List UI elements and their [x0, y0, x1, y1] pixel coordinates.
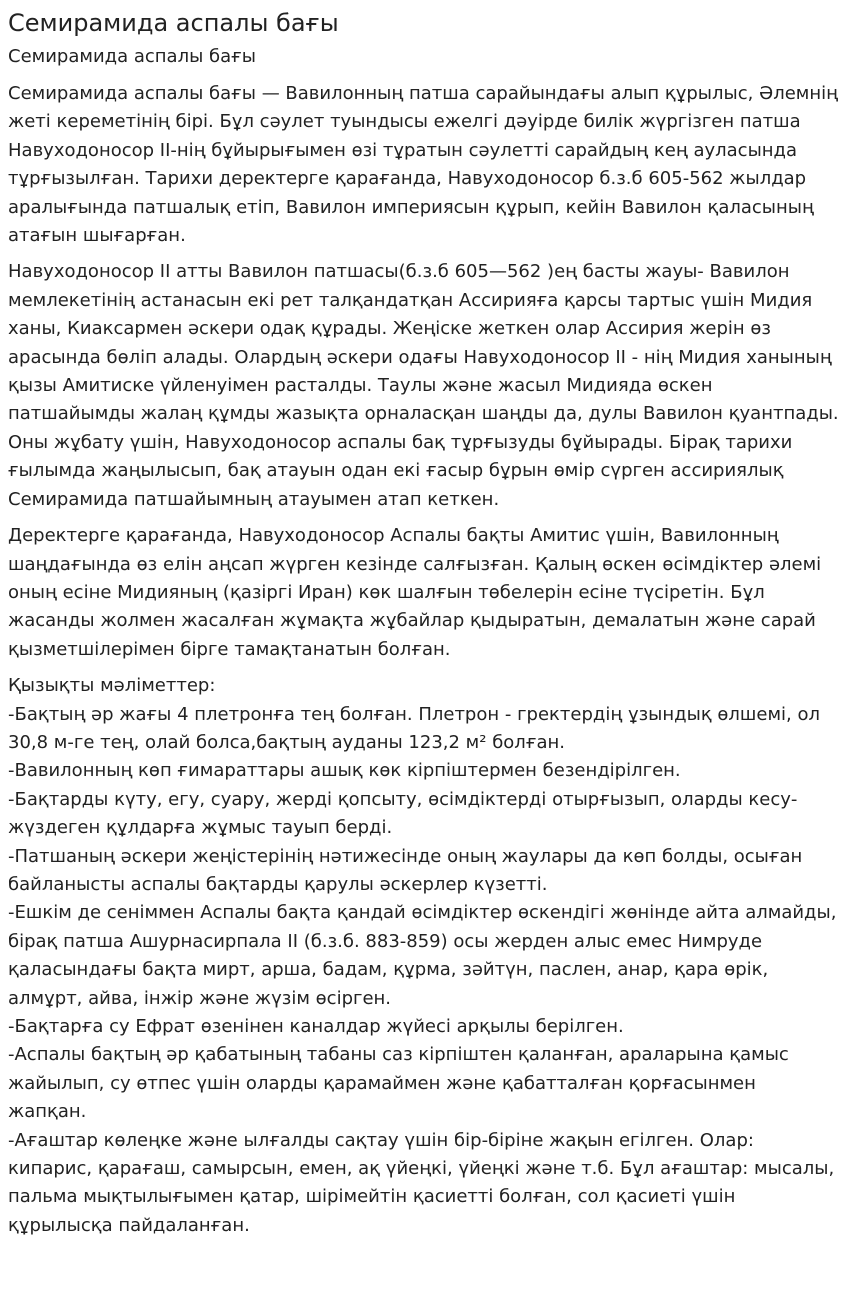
fact-item: -Бақтың әр жағы 4 плетронға тең болған. Плетрон - гректердің ұзындық өлшемі, ол 30,8 м-ге тең, олай болса,бақтың ауданы 123,2 м² болған.	[8, 703, 821, 753]
page-title: Семирамида аспалы бағы	[8, 9, 339, 37]
facts-section	[8, 672, 839, 1240]
fact-item: -Ағаштар көлеңке және ылғалды сақтау үшін бір-біріне жақын егілген. Олар: кипарис, қарағаш, самырсын, емен, ақ үйеңкі, үйеңкі және т.б. Бұл ағаштар: мысалы, пальма мықтылығымен қатар, шірімейтін қасиетті болған, сол қасиеті үшін құрылысқа пайдаланған.	[8, 1129, 835, 1236]
fact-item: -Аспалы бақтың әр қабатының табаны саз кірпіштен қаланған, араларына қамыс жайылып, су өтпес үшін оларды қарамаймен және қабатталған қорғасынмен жапқан.	[8, 1044, 789, 1123]
facts-heading: Қызықты мәліметтер:	[8, 675, 216, 697]
fact-item: -Бақтарды күту, егу, суару, жерді қопсыту, өсімдіктерді отырғызып, оларды кесу-жүздеген құлдарға жұмыс тауып берді.	[8, 788, 798, 839]
paragraph-history: Навуходоносор ІІ атты Вавилон патшасы(б.з.б 605—562 )ең басты жауы- Вавилон мемлекетінің астанасын екі рет талқандатқан Ассирияға қарсы тартыс үшін Мидия ханы, Киаксармен әскери одақ құрады. Жеңіске жеткен олар Ассирия жерін өз арасында бөліп алады. Олардың әскери одағы Навуходоносор ІІ - нің Мидия ханының қызы Амитиске үйленуімен расталды. Таулы және жасыл Мидияда өскен патшайымды жалаң құмды жазықта орналасқан шаңды да, дулы Вавилон қуантпады. Оны жұбату үшін, Навуходоносор аспалы бақ тұрғызуды бұйырады. Бірақ тарихи ғылымда жаңылысып, бақ атауын одан екі ғасыр бұрын өмір сүрген ассириялық Семирамида патшайымның атауымен атап кеткен.	[8, 261, 839, 510]
article-subtitle: Семирамида аспалы бағы	[8, 46, 256, 67]
fact-item: -Патшаның әскери жеңістерінің нәтижесінде оның жаулары да көп болды, осыған байланысты аспалы бақтарды қарулы әскерлер күзетті.	[8, 845, 803, 895]
paragraph-amitis: Деректерге қарағанда, Навуходоносор Аспалы бақты Амитис үшін, Вавилонның шаңдағында өз елін аңсап жүрген кезінде салғызған. Қалың өскен өсімдіктер әлемі оның есіне Мидияның (қазіргі Иран) көк шалғын төбелерін есіне түсіретін. Бұл жасанды жолмен жасалған жұмақта жұбайлар қыдыратын, демалатын және сарай қызметшілерімен бірге тамақтанатын болған.	[8, 525, 822, 660]
paragraph-intro: Семирамида аспалы бағы — Вавилонның патша сарайындағы алып құрылыс, Әлемнің жеті кереметінің бірі. Бұл сәулет туындысы ежелгі дәуірде билік жүргізген патша Навуходоносор ІІ-нің бұйырығымен өзі тұратын сәулетті сарайдың кең ауласында тұрғызылған. Тарихи деректерге қарағанда, Навуходоносор б.з.б 605-562 жылдар аралығында патшалық етіп, Вавилон империясын құрып, кейін Вавилон қаласының атағын шығарған.	[8, 83, 839, 247]
fact-item: -Вавилонның көп ғимараттары ашық көк кірпіштермен безендірілген.	[8, 760, 681, 782]
fact-item: -Ешкім де сеніммен Аспалы бақта қандай өсімдіктер өскендігі жөнінде айта алмайды, бірақ патша Ашурнасирпала ІІ (б.з.б. 883-859) осы жерден алыс емес Нимруде қаласындағы бақта мирт, арша, бадам, құрма, зәйтүн, паслен, анар, қара өрік, алмұрт, айва, інжір және жүзім өсірген.	[8, 902, 837, 1009]
fact-item: -Бақтарға су Ефрат өзенінен каналдар жүйесі арқылы берілген.	[8, 1016, 624, 1037]
